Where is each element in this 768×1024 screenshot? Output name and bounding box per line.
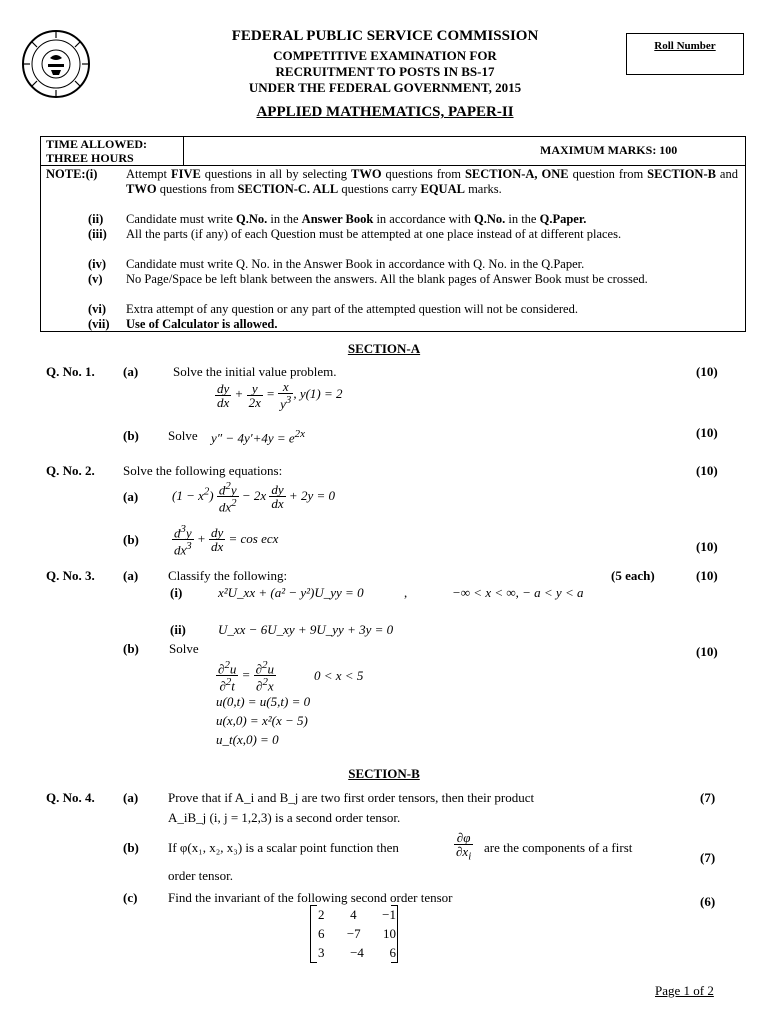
q4a-text: Prove that if A_i and B_j are two first order tensors, then their product: [168, 790, 535, 805]
q3i-label: (i): [170, 585, 183, 600]
q3-label: Q. No. 3.: [46, 568, 95, 583]
q2a-pre: (1 − x: [172, 487, 204, 503]
q3b-condition-1: u(0,t) = u(5,t) = 0: [216, 694, 311, 709]
q1b-exponent: 2x: [294, 428, 305, 440]
q3b-pde: $\frac{\partial^2u}{\partial^2t}$ = $\frac{\partial^2u}{\partial^2x}$: [218, 659, 274, 694]
q4-label: Q. No. 4.: [46, 790, 95, 805]
paper-title: APPLIED MATHEMATICS, PAPER-II: [256, 104, 514, 120]
matrix-cell: 4: [350, 907, 357, 922]
matrix-cell: −1: [382, 907, 396, 922]
q3i-equation: x²U_xx + (a² − y²)U_yy = 0: [218, 585, 364, 600]
note-num-2: (ii): [88, 212, 104, 226]
matrix-cell: 10: [383, 926, 396, 941]
note-num-5: (v): [88, 272, 103, 286]
q2a-label: (a): [123, 489, 139, 504]
matrix-left-bracket: [310, 905, 317, 963]
matrix-cell: −4: [350, 945, 364, 960]
q3a-text: Classify the following:: [168, 568, 288, 583]
q2b-label: (b): [123, 532, 139, 547]
note-num-6: (vi): [88, 302, 107, 316]
q3b-condition-3: u_t(x,0) = 0: [216, 732, 279, 747]
time-value: THREE HOURS: [46, 151, 134, 165]
tensor-matrix: [310, 905, 398, 963]
matrix-row: [318, 945, 396, 961]
q4b-label: (b): [123, 840, 139, 855]
q4a-label: (a): [123, 790, 139, 805]
q1b-text: Solve: [168, 428, 198, 443]
roll-number-label: Roll Number: [654, 40, 716, 52]
q3b-range: 0 < x < 5: [314, 668, 364, 683]
q2a-tail: + 2y = 0: [285, 487, 335, 503]
note-num-4: (iv): [88, 257, 107, 271]
q2b-marks: (10): [696, 539, 718, 554]
roll-number-box[interactable]: [626, 33, 744, 75]
q4c-label: (c): [123, 890, 138, 905]
note-num-1: NOTE:(i): [46, 167, 98, 181]
q3b-marks: (10): [696, 644, 718, 659]
note-text-6: Extra attempt of any question or any part of the attempted question will not be considered.: [126, 302, 578, 316]
q1b-marks: (10): [696, 425, 718, 440]
matrix-cell: 6: [389, 945, 396, 960]
q1b-eq-main: y″ − 4y′+4y = e: [211, 430, 295, 446]
q2a-mid2: − 2x: [238, 487, 267, 503]
q4b-text: If φ(x₁, x₂, x₃) is a scalar point function then: [168, 840, 399, 855]
page-number: Page 1 of 2: [655, 983, 714, 998]
q3b-text: Solve: [169, 641, 199, 656]
section-b-heading: SECTION-B: [348, 766, 420, 781]
q3ii-equation: U_xx − 6U_xy + 9U_yy + 3y = 0: [218, 622, 394, 637]
q2b-tail: = cos ecx: [225, 530, 279, 546]
q2-label: Q. No. 2.: [46, 463, 95, 478]
matrix-cell: −7: [346, 926, 361, 941]
q1a-marks: (10): [696, 364, 718, 379]
note-num-7: (vii): [88, 317, 110, 331]
matrix-cell: 6: [318, 926, 325, 941]
note-text-4: Candidate must write Q. No. in the Answer Book in accordance with Q. No. in the Q.Paper.: [126, 257, 585, 271]
note-text-2: Candidate must write Q.No. in the Answer Book in accordance with Q.No. in the Q.Paper.: [126, 212, 587, 226]
q3a-label: (a): [123, 568, 139, 583]
note-text-3: All the parts (if any) of each Question must be attempted at one place instead of at different places.: [126, 227, 622, 241]
note-num-3: (iii): [88, 227, 107, 241]
q4b-text3: order tensor.: [168, 868, 233, 883]
q1b-label: (b): [123, 428, 139, 443]
q1a-text: Solve the initial value problem.: [173, 364, 337, 379]
note-text-7: Use of Calculator is allowed.: [126, 317, 278, 331]
commission-title: FEDERAL PUBLIC SERVICE COMMISSION: [231, 28, 539, 44]
q3i-range: −∞ < x < ∞, − a < y < a: [452, 585, 584, 600]
q2b-equation: $\frac{d^3y}{dx^3}$ + $\frac{dy}{dx}$ = cos ecx: [174, 523, 279, 558]
q4b-marks: (7): [700, 850, 716, 865]
q3a-marks: (10): [696, 568, 718, 583]
q4b-fraction: $\frac{\partial\varphi}{\partial x_i}$: [456, 830, 472, 863]
q4a-text2: A_iB_j (i, j = 1,2,3) is a second order tensor.: [168, 810, 401, 825]
q2a-mid: ): [209, 487, 214, 503]
q4c-text: Find the invariant of the following second order tensor: [168, 890, 453, 905]
q1b-equation: [211, 428, 305, 446]
q3b-condition-2: u(x,0) = x²(x − 5): [216, 713, 308, 728]
note-text-5: No Page/Space be left blank between the answers. All the blank pages of Answer Book must be crossed.: [126, 272, 648, 286]
note-text-1: Attempt FIVE questions in all by selecting TWO questions from SECTION-A, ONE question from SECTION-B and TWO questions from SECTION-C. ALL questions carry EQUAL marks.: [126, 167, 738, 196]
q3ii-label: (ii): [170, 622, 186, 637]
q4c-marks: (6): [700, 894, 716, 909]
time-label: TIME ALLOWED:: [46, 137, 148, 151]
section-a-heading: SECTION-A: [347, 341, 421, 356]
q2-marks: (10): [696, 463, 718, 478]
q1-label: Q. No. 1.: [46, 364, 95, 379]
government-line: UNDER THE FEDERAL GOVERNMENT, 2015: [248, 80, 522, 95]
q4a-marks: (7): [700, 790, 716, 805]
maximum-marks: MAXIMUM MARKS: 100: [540, 143, 678, 157]
matrix-row: [318, 926, 396, 942]
q4b-text2: are the components of a first: [484, 840, 633, 855]
q3i-comma: ,: [404, 585, 408, 600]
q3a-each: (5 each): [611, 568, 655, 583]
fpsc-seal-logo: [20, 28, 92, 100]
q1a-equation: $\frac{dy}{dx}$ + $\frac{y}{2x}$ = $\frac{x}{y^3}$ , y(1) = 2: [217, 379, 343, 412]
matrix-row: [318, 907, 396, 923]
matrix-cell: 3: [318, 945, 325, 960]
q2-text: Solve the following equations:: [123, 463, 283, 478]
exam-line: COMPETITIVE EXAMINATION FOR: [273, 48, 497, 63]
q3b-label: (b): [123, 641, 139, 656]
recruitment-line: RECRUITMENT TO POSTS IN BS-17: [275, 64, 495, 79]
q2a-equation: $(1 - x^2)$ $\frac{d^2y}{dx^2}$ − 2x $\frac{dy}{dx}$ + 2y = 0: [172, 480, 335, 515]
q1a-condition: , y(1) = 2: [293, 386, 343, 402]
time-allowed: [46, 137, 147, 165]
q1a-label: (a): [123, 364, 139, 379]
matrix-cell: 2: [318, 907, 325, 922]
